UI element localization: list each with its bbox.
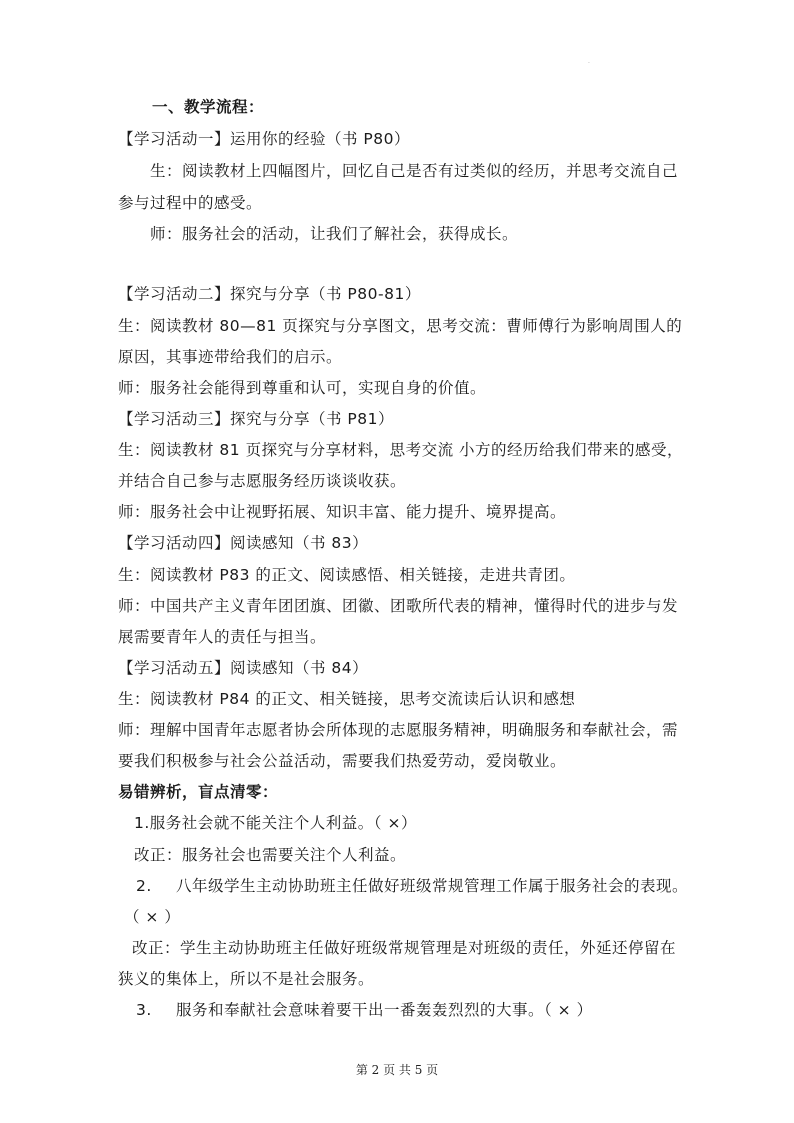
activity4-header: 【学习活动四】阅读感知（书 83）: [118, 534, 369, 552]
error-item-2: 八年级学生主动协助班主任做好班级常规管理工作属于服务社会的表现。: [176, 877, 689, 895]
page-footer: 第 2 页 共 5 页: [355, 1063, 439, 1077]
activity1-student-line2: 参与过程中的感受。: [118, 194, 263, 212]
activity3-student-line1: 生：阅读教材 81 页探究与分享材料，思考交流 小方的经历给我们带来的感受，: [118, 441, 684, 459]
section-title: 一、教学流程：: [152, 98, 265, 116]
activity5-teacher-line1: 师：理解中国青年志愿者协会所体现的志愿服务精神，明确服务和奉献社会，需: [118, 721, 679, 739]
error-item-2-fix-line1: 改正：学生主动协助班主任做好班级常规管理是对班级的责任，外延还停留在: [132, 939, 677, 957]
activity4-student: 生：阅读教材 P83 的正文、阅读感悟、相关链接，走进共青团。: [118, 566, 576, 584]
activity1-teacher: 师：服务社会的活动，让我们了解社会，获得成长。: [150, 225, 519, 243]
activity5-teacher-line2: 要我们积极参与社会公益活动，需要我们热爱劳动，爱岗敬业。: [118, 752, 567, 770]
activity5-header: 【学习活动五】阅读感知（书 84）: [118, 659, 369, 677]
activity1-header: 【学习活动一】运用你的经验（书 P80）: [118, 130, 410, 148]
activity2-student-line1: 生：阅读教材 80—81 页探究与分享图文，思考交流：曹师傅行为影响周围人的: [118, 317, 683, 335]
error-item-3: 服务和奉献社会意味着要干出一番轰轰烈烈的大事。（ × ）: [176, 1001, 593, 1019]
error-item-3-number: 3.: [136, 1001, 152, 1019]
activity1-student-line1: 生：阅读教材上四幅图片，回忆自己是否有过类似的经历，并思考交流自己: [150, 162, 679, 180]
activity3-teacher: 师：服务社会中让视野拓展、知识丰富、能力提升、境界提高。: [118, 503, 567, 521]
page-mark: .: [588, 58, 590, 65]
activity4-teacher-line1: 师：中国共产主义青年团团旗、团徽、团歌所代表的精神，懂得时代的进步与发: [118, 597, 679, 615]
errors-title: 易错辨析，盲点清零：: [118, 783, 279, 801]
activity4-teacher-line2: 展需要青年人的责任与担当。: [118, 628, 327, 646]
error-item-2-mark: （ × ）: [124, 908, 181, 926]
activity3-header: 【学习活动三】探究与分享（书 P81）: [118, 410, 394, 428]
error-item-1: 1.服务社会就不能关注个人利益。（ ×）: [134, 814, 417, 832]
activity2-student-line2: 原因，其事迹带给我们的启示。: [118, 348, 343, 366]
activity3-student-line2: 并结合自己参与志愿服务经历谈谈收获。: [118, 472, 407, 490]
activity2-teacher: 师：服务社会能得到尊重和认可，实现自身的价值。: [118, 379, 487, 397]
activity5-student: 生：阅读教材 P84 的正文、相关链接，思考交流读后认识和感想: [118, 690, 576, 708]
error-item-2-number: 2.: [136, 877, 152, 895]
error-item-2-fix-line2: 狭义的集体上，所以不是社会服务。: [118, 970, 375, 988]
error-item-1-fix: 改正：服务社会也需要关注个人利益。: [134, 846, 407, 864]
activity2-header: 【学习活动二】探究与分享（书 P80-81）: [118, 285, 421, 303]
